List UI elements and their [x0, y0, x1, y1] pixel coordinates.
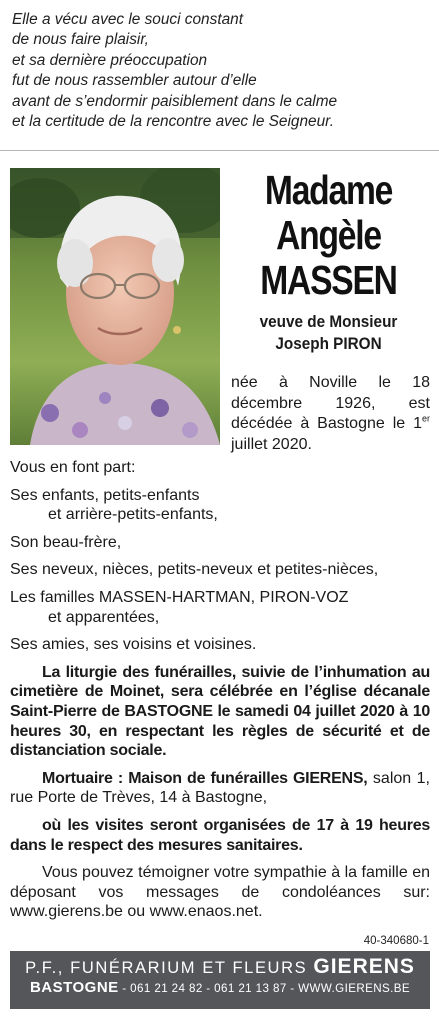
death-date-end: juillet 2020. — [231, 435, 312, 453]
poem-line: fut de nous rassembler autour d’elle — [12, 72, 257, 90]
banner-line-2 — [10, 979, 430, 998]
funeral-home-banner — [10, 951, 430, 1009]
banner-brand: GIERENS — [313, 955, 415, 978]
family-nephews: Ses neveux, nièces, petits-neveux et petites-nièces, — [10, 561, 379, 579]
poem-line: et sa dernière préoccupation — [12, 51, 208, 69]
name-last: MASSEN — [260, 257, 397, 303]
poem-line: et la certitude de la rencontre avec le Seigneur. — [12, 113, 334, 131]
deceased-name — [244, 168, 412, 303]
poem-line: Elle a vécu avec le souci constant — [12, 11, 243, 28]
mortuary-label: Mortuaire : Maison de funérailles GIERENS, — [42, 769, 368, 787]
reference-number: 40-340680-1 — [363, 935, 429, 947]
announcement-body — [10, 458, 430, 922]
mortuary-address: salon 1, rue Porte de Trèves, 14 à Bastogne, — [10, 769, 431, 807]
portrait-photo — [10, 168, 220, 445]
visits-info: où les visites seront organisées de 17 à 19 heures dans le respect des mesures sanitaires. — [10, 816, 430, 854]
birth-death-text: née à Noville le 18 décembre 1926, est décédée à Bastogne le 1 — [231, 374, 430, 432]
ordinal-suffix: er — [421, 413, 430, 424]
widow-line: veuve de Monsieur — [259, 312, 398, 331]
condolences-info: Vous pouvez témoigner votre sympathie à la famille en déposant vos messages de condoléances sur: www.gierens.be ou www.enaos.net. — [10, 864, 430, 921]
funeral-liturgy: La liturgie des funérailles, suivie de l’inhumation au cimetière de Moinet, sera célébrée en l’église décanale Saint-Pierre de BASTOGNE le samedi 04 juillet 2020 à 10 heures 30, en respectant les règles de sécurité et de distanciation sociale. — [10, 663, 430, 760]
banner-line-1 — [10, 951, 430, 979]
widow-of — [236, 311, 421, 355]
epitaph-poem — [0, 0, 439, 148]
name-title: Madame — [264, 167, 393, 213]
poem-line: de nous faire plaisir, — [12, 31, 149, 49]
mortuary-info — [10, 769, 430, 808]
spouse-name: Joseph PIRON — [275, 334, 382, 353]
family-brother-in-law: Son beau-frère, — [10, 533, 122, 551]
birth-death-info — [231, 373, 430, 455]
name-first: Angèle — [276, 212, 381, 258]
banner-city: BASTOGNE — [29, 979, 119, 996]
banner-contacts: - 061 21 24 82 - 061 21 13 87 - WWW.GIERENS.BE — [118, 982, 411, 995]
family-families: Les familles MASSEN-HARTMAN, PIRON-VOZ — [10, 588, 349, 606]
poem-line: avant de s’endormir paisiblement dans le calme — [12, 92, 338, 110]
banner-prefix: P.F., FUNÉRARIUM ET FLEURS — [25, 959, 308, 977]
family-children: Ses enfants, petits-enfants — [10, 486, 200, 504]
family-grandchildren: et arrière-petits-enfants, — [48, 506, 218, 524]
intro-line: Vous en font part: — [10, 459, 136, 476]
family-related: et apparentées, — [48, 608, 160, 626]
separator-line — [0, 150, 439, 151]
family-friends: Ses amies, ses voisins et voisines. — [10, 636, 257, 654]
